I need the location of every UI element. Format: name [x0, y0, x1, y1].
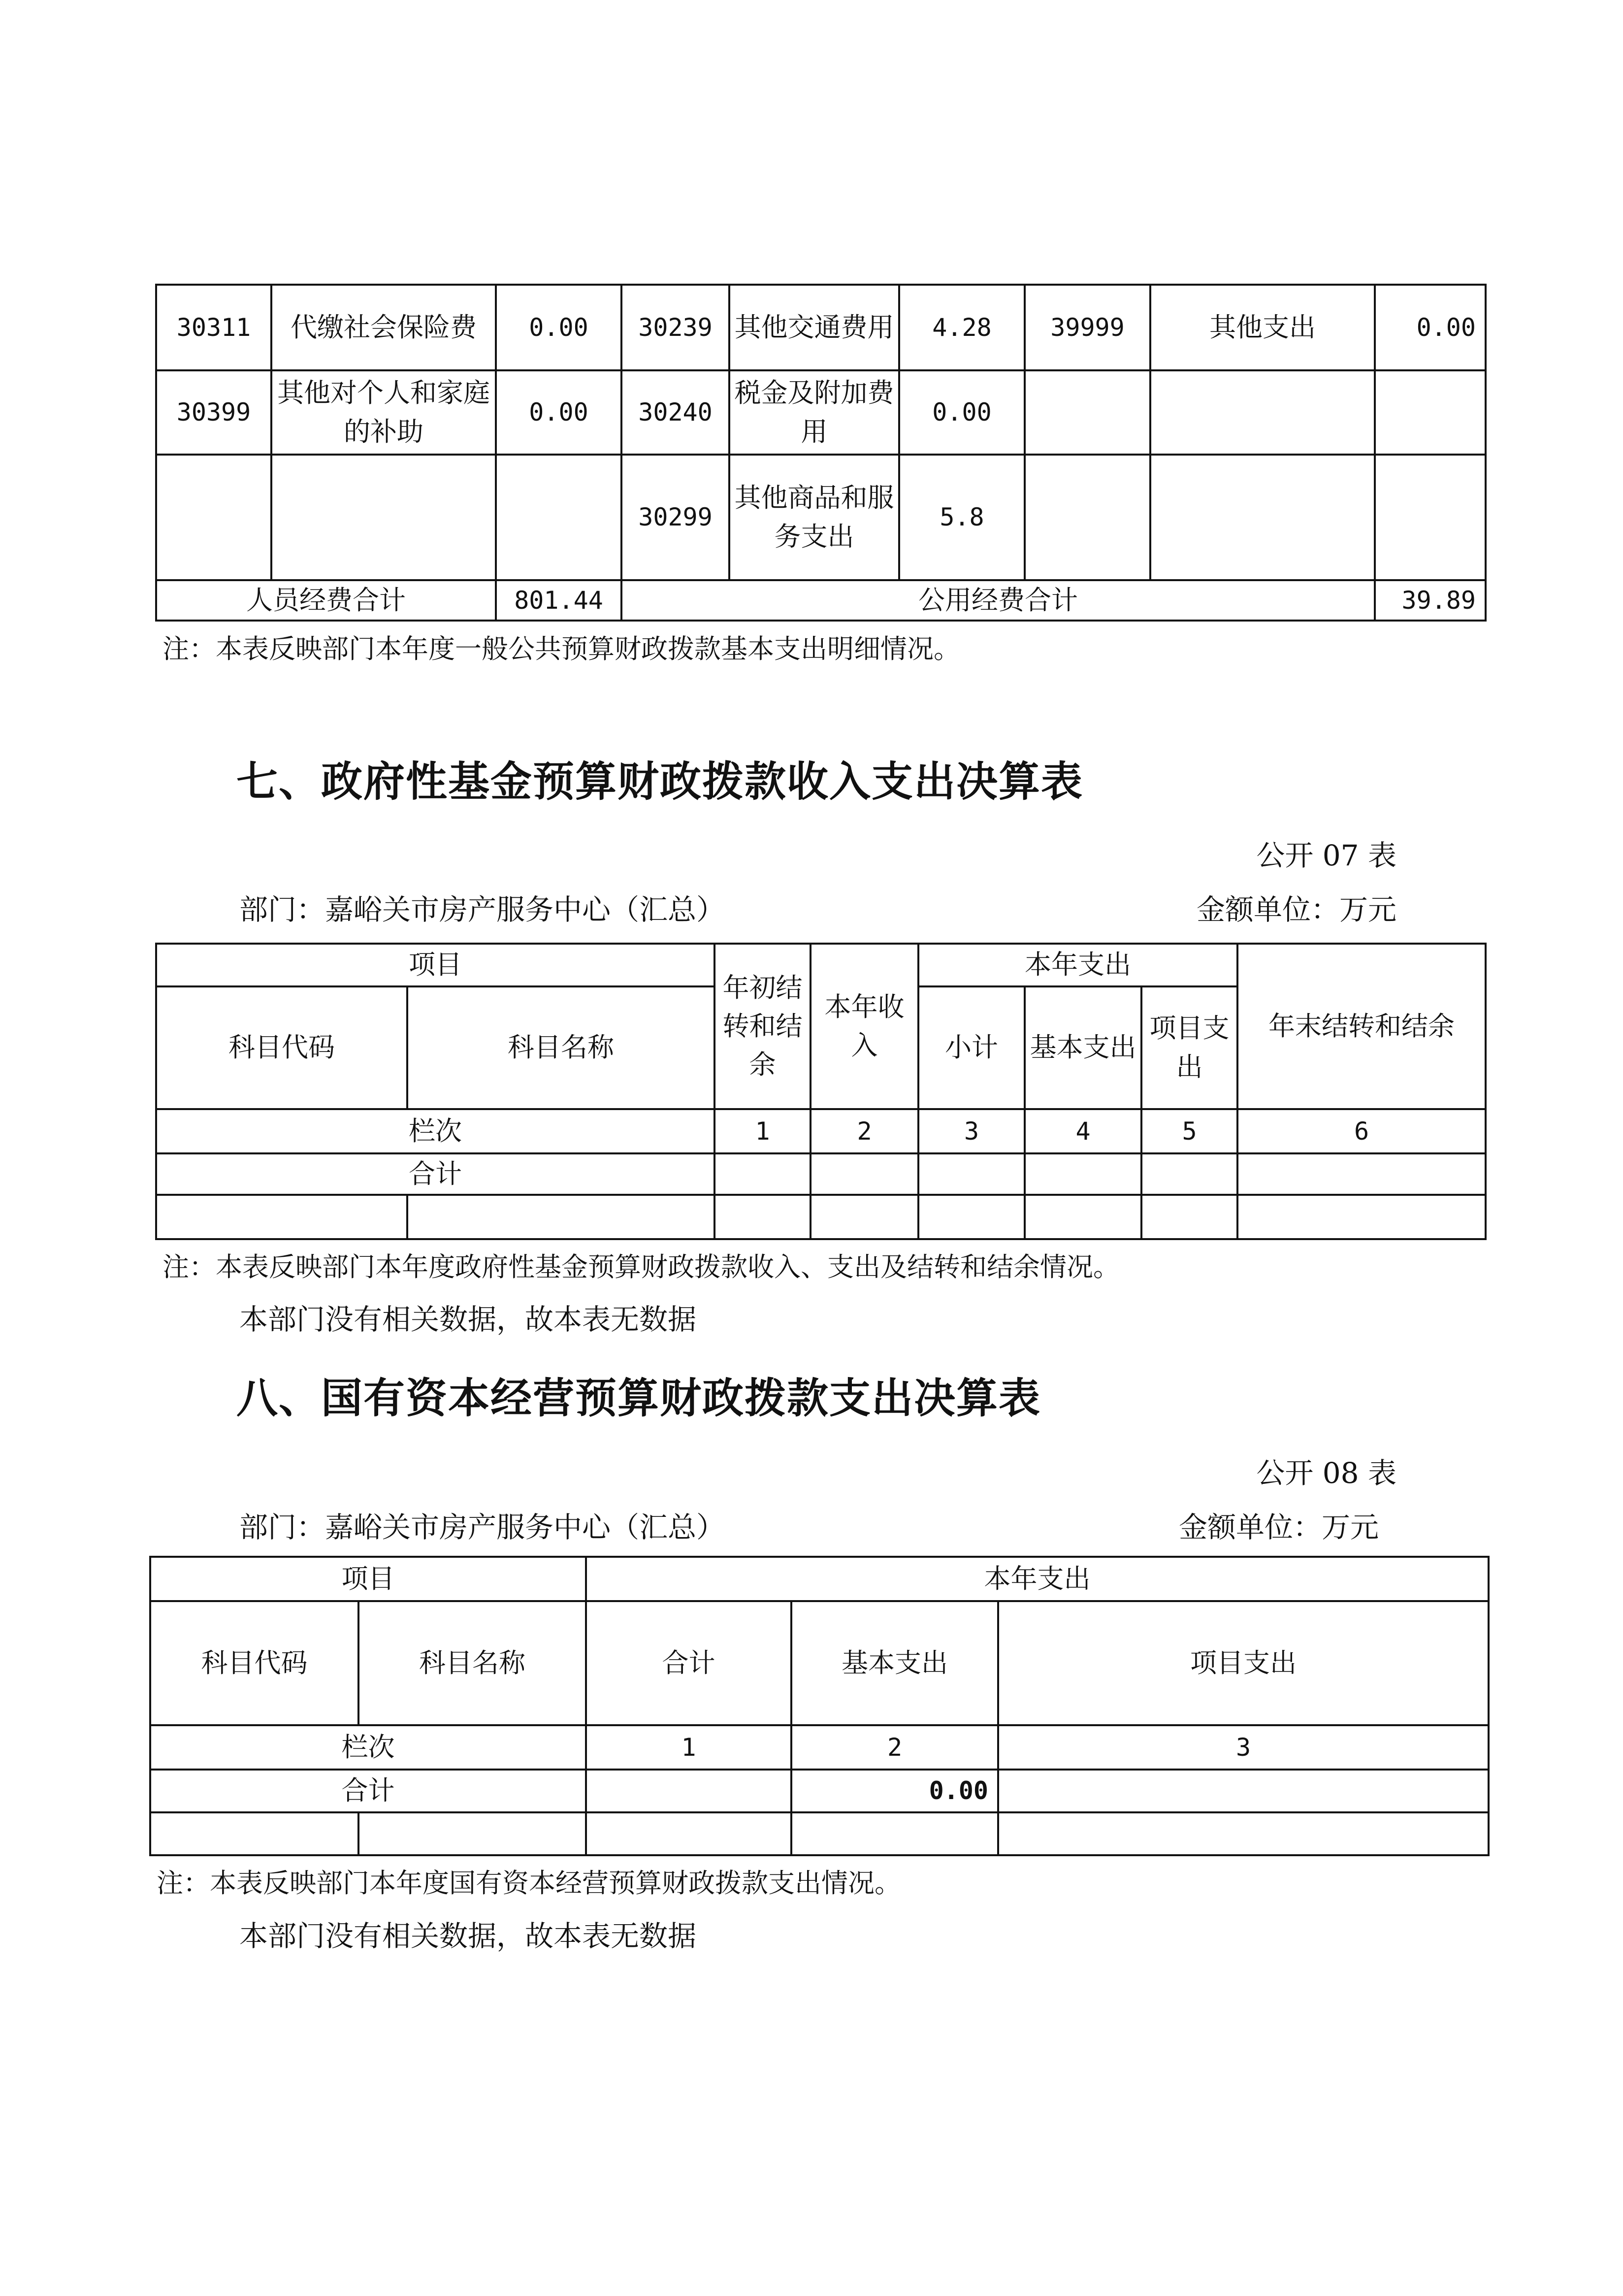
col-num: 3: [998, 1725, 1489, 1770]
cell: 其他对个人和家庭的补助: [271, 370, 496, 455]
total-label: 合计: [150, 1770, 586, 1812]
cell: 0.00: [1375, 285, 1486, 370]
cell: 其他交通费用: [729, 285, 899, 370]
cell: [1375, 455, 1486, 580]
header-project: 项目支出: [998, 1601, 1489, 1725]
section7-unit: 金额单位：万元: [1196, 893, 1396, 926]
cell: [496, 455, 621, 580]
cell: 4.28: [899, 285, 1025, 370]
col-num: 2: [811, 1109, 918, 1153]
cell: [271, 455, 496, 580]
col-number-row: [150, 1725, 1489, 1770]
section8-unit: 金额单位：万元: [1178, 1510, 1379, 1544]
header-subtotal: 小计: [918, 986, 1025, 1109]
col-num: 2: [791, 1725, 998, 1770]
col-label: 栏次: [156, 1109, 714, 1153]
cell: 30311: [156, 285, 271, 370]
personnel-total: 801.44: [496, 580, 621, 621]
section8-title: 八、国有资本经营预算财政拨款支出决算表: [236, 1374, 1041, 1422]
header-total: 合计: [586, 1601, 791, 1725]
empty-row: [150, 1812, 1489, 1855]
cell: 代缴社会保险费: [271, 285, 496, 370]
cell: [156, 455, 271, 580]
header-begin-balance: 年初结转和结余: [714, 944, 811, 1109]
section8-table-no: 公开 08 表: [1256, 1456, 1396, 1490]
header-end-balance: 年末结转和结余: [1237, 944, 1486, 1109]
section8-dept: 部门：嘉峪关市房产服务中心（汇总）: [239, 1510, 725, 1544]
header-income: 本年收入: [811, 944, 918, 1109]
gov-fund-table: [155, 943, 1487, 1240]
col-num: 1: [714, 1109, 811, 1153]
section7-note: 注：本表反映部门本年度政府性基金预算财政拨款收入、支出及结转和结余情况。: [162, 1251, 1120, 1282]
col-num: 6: [1237, 1109, 1486, 1153]
header-code: 科目代码: [156, 986, 407, 1109]
section7-title: 七、政府性基金预算财政拨款收入支出决算表: [236, 757, 1084, 806]
total-row: [150, 1770, 1489, 1812]
header-code: 科目代码: [150, 1601, 358, 1725]
cell: 30399: [156, 370, 271, 455]
cell: 其他支出: [1150, 285, 1375, 370]
empty-row: [156, 1195, 1486, 1239]
section7-table-no: 公开 07 表: [1256, 839, 1396, 872]
personnel-total-label: 人员经费合计: [156, 580, 496, 621]
table6-note: 注：本表反映部门本年度一般公共预算财政拨款基本支出明细情况。: [162, 633, 960, 664]
section8-note: 注：本表反映部门本年度国有资本经营预算财政拨款支出情况。: [157, 1868, 901, 1899]
col-number-row: [156, 1109, 1486, 1153]
table-row: [156, 370, 1486, 455]
cell: [1025, 455, 1150, 580]
col-num: 3: [918, 1109, 1025, 1153]
col-num: 1: [586, 1725, 791, 1770]
header-expense: 本年支出: [918, 944, 1237, 986]
header-item: 项目: [156, 944, 714, 986]
header-name: 科目名称: [358, 1601, 586, 1725]
totals-row: [156, 580, 1486, 621]
cell: 39999: [1025, 285, 1150, 370]
cell: 0.00: [899, 370, 1025, 455]
col-num: 4: [1025, 1109, 1141, 1153]
basic-expense-detail-table: [155, 284, 1487, 622]
total-basic: 0.00: [791, 1770, 998, 1812]
section7-no-data: 本部门没有相关数据，故本表无数据: [239, 1303, 697, 1336]
cell: 30239: [621, 285, 729, 370]
cell: 5.8: [899, 455, 1025, 580]
table-row: [156, 455, 1486, 580]
header-name: 科目名称: [407, 986, 714, 1109]
col-num: 5: [1141, 1109, 1237, 1153]
state-capital-table: [149, 1556, 1490, 1856]
cell: [1150, 370, 1375, 455]
public-total: 39.89: [1375, 580, 1486, 621]
section8-no-data: 本部门没有相关数据，故本表无数据: [239, 1919, 697, 1953]
cell: 其他商品和服务支出: [729, 455, 899, 580]
col-label: 栏次: [150, 1725, 586, 1770]
cell: 0.00: [496, 370, 621, 455]
section7-dept: 部门：嘉峪关市房产服务中心（汇总）: [239, 893, 725, 926]
table-row: [156, 285, 1486, 370]
cell: [1150, 455, 1375, 580]
cell: 0.00: [496, 285, 621, 370]
total-row: [156, 1153, 1486, 1195]
total-label: 合计: [156, 1153, 714, 1195]
cell: [1025, 370, 1150, 455]
header-basic: 基本支出: [791, 1601, 998, 1725]
header-expense: 本年支出: [586, 1557, 1489, 1601]
header-project: 项目支出: [1141, 986, 1237, 1109]
cell: 30240: [621, 370, 729, 455]
header-item: 项目: [150, 1557, 586, 1601]
header-basic: 基本支出: [1025, 986, 1141, 1109]
cell: 30299: [621, 455, 729, 580]
cell: [1375, 370, 1486, 455]
public-total-label: 公用经费合计: [621, 580, 1375, 621]
cell: 税金及附加费用: [729, 370, 899, 455]
